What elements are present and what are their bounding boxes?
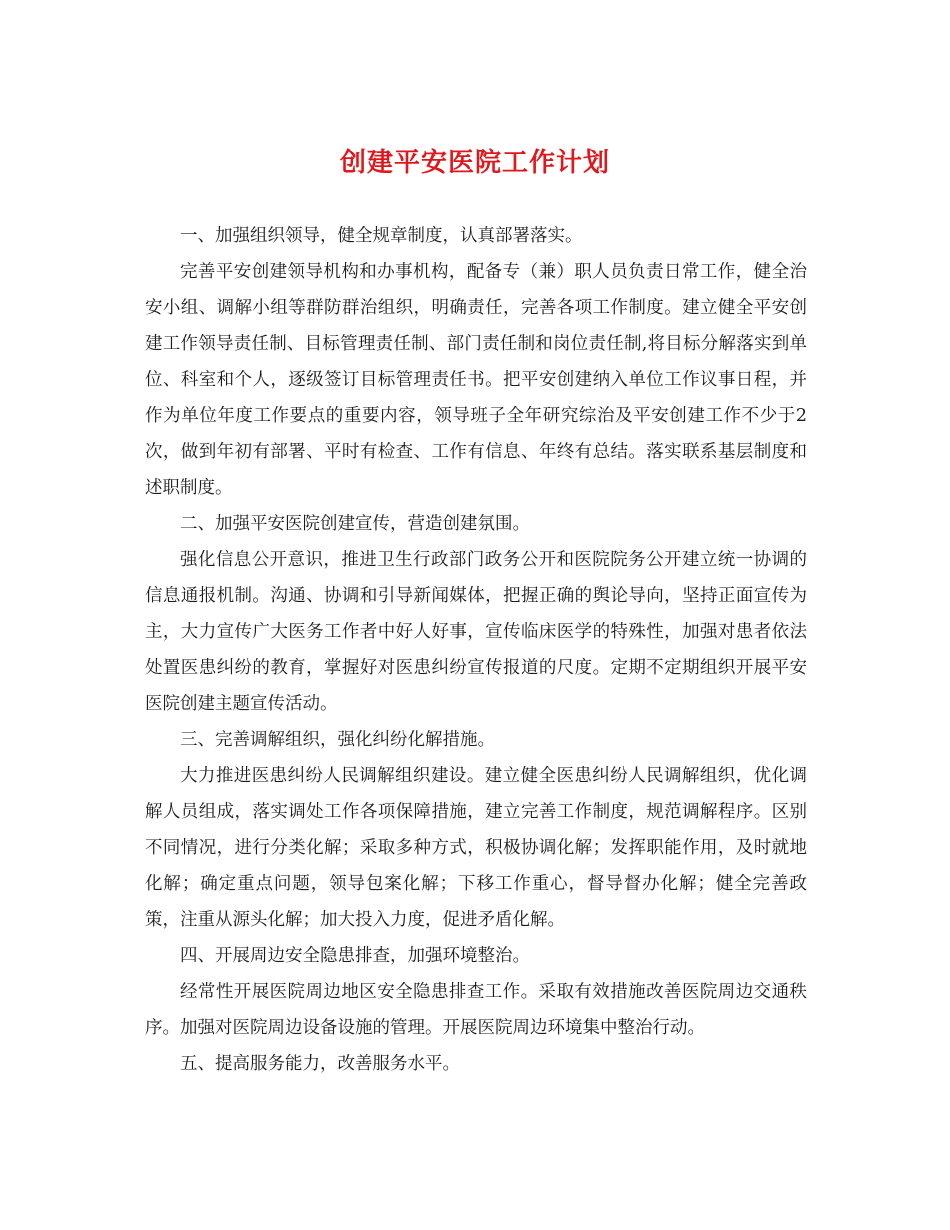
section-paragraph-1: 完善平安创建领导机构和办事机构，配备专（兼）职人员负责日常工作，健全治安小组、调解小组等群防群治组织，明确责任，完善各项工作制度。建立健全平安创建工作领导责任制、目标管理责任制、部门责任制和岗位责任制,将目标分解落实到单位、科室和个人，逐级签订目标管理责任书。把平安创建纳入单位工作议事日程，并作为单位年度工作要点的重要内容，领导班子全年研究综治及平安创建工作不少于2次，做到年初有部署、平时有检查、工作有信息、年终有总结。落实联系基层制度和述职制度。: [145, 262, 807, 498]
document-body: [145, 218, 807, 1082]
section-heading-4: 四、开展周边安全隐患排查，加强环境整治。: [180, 946, 530, 966]
document-title: 创建平安医院工作计划: [339, 148, 610, 178]
section-paragraph-3: 大力推进医患纠纷人民调解组织建设。建立健全医患纠纷人民调解组织，优化调解人员组成，落实调处工作各项保障措施，建立完善工作制度，规范调解程序。区别不同情况，进行分类化解；采取多种方式，积极协调化解；发挥职能作用，及时就地化解；确定重点问题，领导包案化解；下移工作重心，督导督办化解；健全完善政策，注重从源头化解；加大投入力度，促进矛盾化解。: [145, 766, 807, 930]
section-heading-5: 五、提高服务能力，改善服务水平。: [180, 1054, 460, 1074]
section-heading-3: 三、完善调解组织，强化纠纷化解措施。: [180, 730, 495, 750]
section-heading-1: 一、加强组织领导，健全规章制度，认真部署落实。: [180, 226, 583, 246]
section-paragraph-4: 经常性开展医院周边地区安全隐患排查工作。采取有效措施改善医院周边交通秩序。加强对医院周边设备设施的管理。开展医院周边环境集中整治行动。: [145, 982, 807, 1038]
section-paragraph-2: 强化信息公开意识，推进卫生行政部门政务公开和医院院务公开建立统一协调的信息通报机制。沟通、协调和引导新闻媒体，把握正确的舆论导向，坚持正面宣传为主，大力宣传广大医务工作者中好人好事，宣传临床医学的特殊性，加强对患者依法处置医患纠纷的教育，掌握好对医患纠纷宣传报道的尺度。定期不定期组织开展平安医院创建主题宣传活动。: [145, 550, 807, 714]
section-heading-2: 二、加强平安医院创建宣传，营造创建氛围。: [180, 514, 530, 534]
